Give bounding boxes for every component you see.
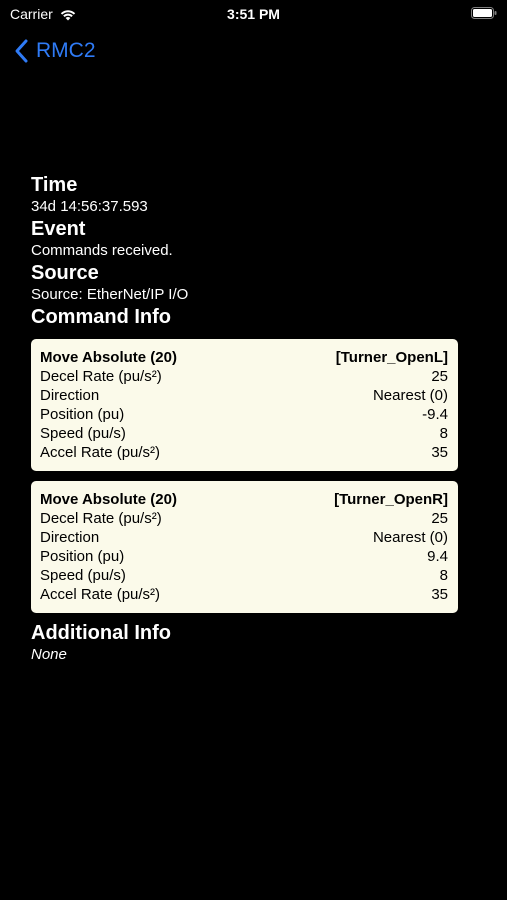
status-bar <box>0 0 507 28</box>
command-row <box>40 443 448 462</box>
section-spacer <box>31 613 459 621</box>
command-row-value: 9.4 <box>427 548 448 565</box>
command-header <box>40 348 448 367</box>
command-row-label: Accel Rate (pu/s²) <box>40 586 161 603</box>
command-card <box>31 339 458 471</box>
command-row-value: -9.4 <box>422 406 448 423</box>
status-time: 3:51 PM <box>227 6 280 22</box>
event-value: Commands received. <box>31 242 173 259</box>
additional-info-value: None <box>31 646 67 663</box>
command-row <box>40 528 448 547</box>
carrier-label: Carrier <box>10 6 53 22</box>
command-row-label: Direction <box>40 387 100 404</box>
command-row <box>40 585 448 604</box>
command-row <box>40 367 448 386</box>
battery-icon <box>471 7 497 19</box>
command-row-value: Nearest (0) <box>372 387 448 404</box>
command-row-value: 25 <box>431 368 448 385</box>
command-row-value: Nearest (0) <box>372 529 448 546</box>
source-heading: Source <box>31 262 99 284</box>
back-button-label: RMC2 <box>36 39 96 62</box>
time-heading: Time <box>31 174 78 196</box>
event-details <box>31 173 459 665</box>
command-row-label: Position (pu) <box>40 548 125 565</box>
command-row <box>40 386 448 405</box>
command-row-value: 8 <box>439 567 448 584</box>
source-value: Source: EtherNet/IP I/O <box>31 286 189 303</box>
command-row-label: Accel Rate (pu/s²) <box>40 444 161 461</box>
command-row-label: Position (pu) <box>40 406 125 423</box>
command-title: Move Absolute (20) <box>40 349 177 366</box>
command-row-value: 8 <box>439 425 448 442</box>
command-row-label: Decel Rate (pu/s²) <box>40 368 162 385</box>
command-row <box>40 424 448 443</box>
back-button[interactable] <box>14 38 96 64</box>
chevron-left-icon <box>14 38 30 64</box>
command-row-label: Speed (pu/s) <box>40 567 126 584</box>
command-row <box>40 566 448 585</box>
command-row-label: Direction <box>40 529 100 546</box>
time-value: 34d 14:56:37.593 <box>31 198 148 215</box>
command-title: Move Absolute (20) <box>40 491 177 508</box>
command-card <box>31 481 458 613</box>
command-row <box>40 509 448 528</box>
command-row-label: Decel Rate (pu/s²) <box>40 510 162 527</box>
command-tag: [Turner_OpenL] <box>335 349 448 366</box>
command-info-heading: Command Info <box>31 306 171 328</box>
command-row <box>40 405 448 424</box>
command-row-value: 35 <box>431 444 448 461</box>
command-tag: [Turner_OpenR] <box>334 491 448 508</box>
command-row <box>40 547 448 566</box>
command-row-value: 35 <box>431 586 448 603</box>
command-row-value: 25 <box>431 510 448 527</box>
event-heading: Event <box>31 218 86 240</box>
command-header <box>40 490 448 509</box>
additional-info-heading: Additional Info <box>31 622 171 644</box>
command-row-label: Speed (pu/s) <box>40 425 126 442</box>
